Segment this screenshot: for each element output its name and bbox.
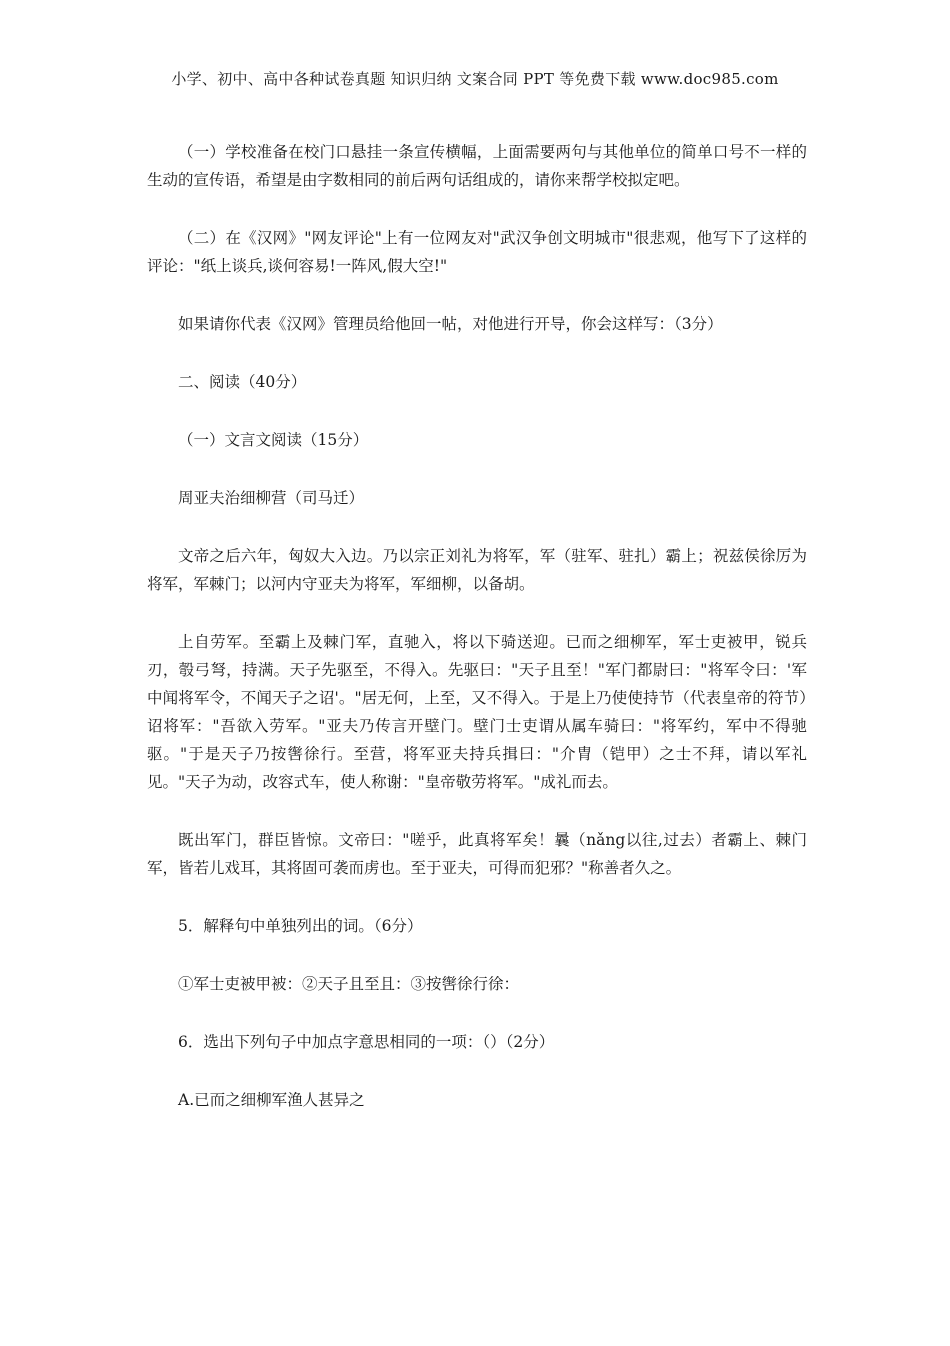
subsection-heading-classical: （一）文言文阅读（15分） xyxy=(178,431,369,449)
document-body xyxy=(147,138,807,1144)
question-6-option-a: A.已而之细柳军渔人甚异之 xyxy=(178,1091,365,1109)
question-5: 5．解释句中单独列出的词。（6分） xyxy=(178,917,423,935)
paragraph-reply-prompt: 如果请你代表《汉网》管理员给他回一帖，对他进行开导，你会这样写：（3分） xyxy=(178,315,723,333)
paragraph-slogan-task: （一）学校准备在校门口悬挂一条宣传横幅，上面需要两句与其他单位的简单口号不一样的生动的宣传语，希望是由字数相同的前后两句话组成的，请你来帮学校拟定吧。 xyxy=(147,143,807,189)
question-6: 6．选出下列句子中加点字意思相同的一项：（）（2分） xyxy=(178,1033,555,1051)
passage-title: 周亚夫治细柳营（司马迁） xyxy=(178,489,365,507)
page-header: 小学、初中、高中各种试卷真题 知识归纳 文案合同 PPT 等免费下载 www.doc985.com xyxy=(171,70,779,88)
question-5-items: ①军士吏被甲被：②天子且至且：③按辔徐行徐： xyxy=(178,975,520,993)
paragraph-comment-task: （二）在《汉网》"网友评论"上有一位网友对"武汉争创文明城市"很悲观，他写下了这样的评论："纸上谈兵,谈何容易!一阵风,假大空!" xyxy=(147,229,807,275)
passage-paragraph-2: 上自劳军。至霸上及棘门军，直驰入，将以下骑送迎。已而之细柳军，军士吏被甲，锐兵刃，彀弓弩，持满。天子先驱至，不得入。先驱曰："天子且至！"军门都尉曰："将军令曰：'军中闻将军令，不闻天子之诏'。"居无何，上至，又不得入。于是上乃使使持节（代表皇帝的符节）诏将军："吾欲入劳军。"亚夫乃传言开壁门。壁门士吏谓从属车骑曰："将军约，军中不得驰驱。"于是天子乃按辔徐行。至营，将军亚夫持兵揖曰："介胄（铠甲）之士不拜，请以军礼见。"天子为动，改容式车，使人称谢："皇帝敬劳将军。"成礼而去。 xyxy=(147,633,807,791)
passage-paragraph-1: 文帝之后六年，匈奴大入边。乃以宗正刘礼为将军，军（驻军、驻扎）霸上；祝兹侯徐厉为将军，军棘门；以河内守亚夫为将军，军细柳，以备胡。 xyxy=(147,547,807,593)
section-heading-reading: 二、阅读（40分） xyxy=(178,373,307,391)
passage-paragraph-3: 既出军门，群臣皆惊。文帝曰："嗟乎，此真将军矣！曩（nǎng以往,过去）者霸上、棘门军，皆若儿戏耳，其将固可袭而虏也。至于亚夫，可得而犯邪？"称善者久之。 xyxy=(147,831,807,877)
